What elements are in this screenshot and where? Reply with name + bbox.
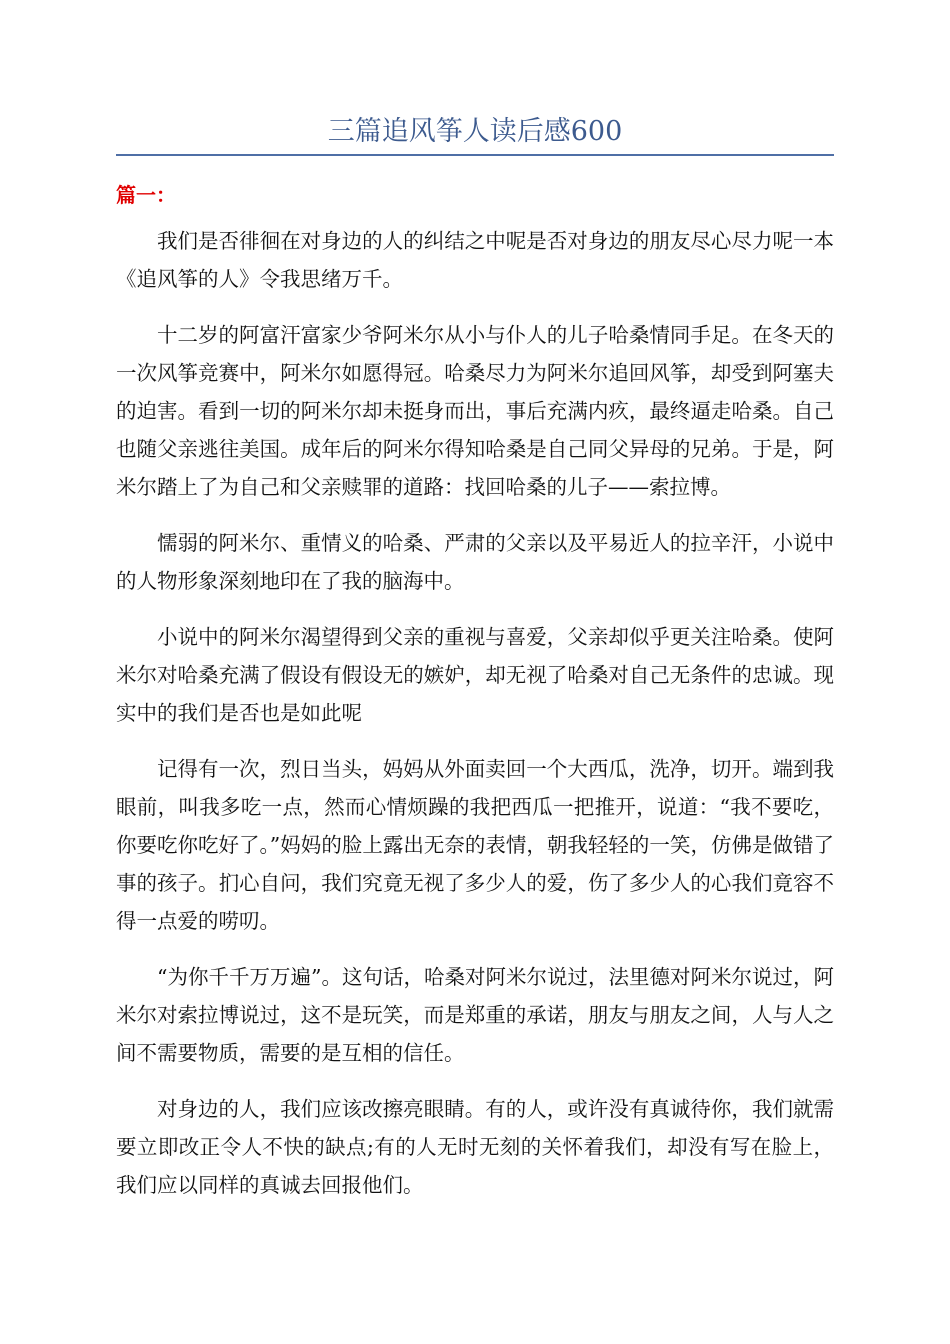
paragraph: “为你千千万万遍”。这句话，哈桑对阿米尔说过，法里德对阿米尔说过，阿米尔对索拉博说过，这不是玩笑，而是郑重的承诺，朋友与朋友之间，人与人之间不需要物质，需要的是互相的信任。 — [116, 965, 834, 1065]
paragraph: 十二岁的阿富汗富家少爷阿米尔从小与仆人的儿子哈桑情同手足。在冬天的一次风筝竞赛中，阿米尔如愿得冠。哈桑尽力为阿米尔追回风筝，却受到阿塞夫的迫害。看到一切的阿米尔却未挺身而出，事后充满内疚，最终逼走哈桑。自己也随父亲逃往美国。成年后的阿米尔得知哈桑是自己同父异母的兄弟。于是，阿米尔踏上了为自己和父亲赎罪的道路：找回哈桑的儿子——索拉博。 — [116, 323, 834, 499]
paragraph: 我们是否徘徊在对身边的人的纠结之中呢是否对身边的朋友尽心尽力呢一本《追风筝的人》令我思绪万千。 — [116, 229, 834, 291]
paragraph: 小说中的阿米尔渴望得到父亲的重视与喜爱，父亲却似乎更关注哈桑。使阿米尔对哈桑充满了假设有假设无的嫉妒，却无视了哈桑对自己无条件的忠诚。现实中的我们是否也是如此呢 — [116, 625, 834, 725]
section-heading: 篇一： — [116, 183, 176, 207]
document-title: 三篇追风筝人读后感600 — [327, 116, 623, 147]
paragraph: 懦弱的阿米尔、重情义的哈桑、严肃的父亲以及平易近人的拉辛汗，小说中的人物形象深刻地印在了我的脑海中。 — [116, 531, 834, 593]
article-body — [116, 222, 834, 1222]
paragraph: 记得有一次，烈日当头，妈妈从外面卖回一个大西瓜，洗净，切开。端到我眼前，叫我多吃一点，然而心情烦躁的我把西瓜一把推开，说道：“我不要吃，你要吃你吃好了。”妈妈的脸上露出无奈的表情，朝我轻轻的一笑，仿佛是做错了事的孩子。扪心自问，我们究竟无视了多少人的爱，伤了多少人的心我们竟容不得一点爱的唠叨。 — [116, 757, 834, 933]
title-underline-divider — [116, 154, 834, 156]
paragraph: 对身边的人，我们应该改擦亮眼睛。有的人，或许没有真诚待你，我们就需要立即改正令人不快的缺点;有的人无时无刻的关怀着我们，却没有写在脸上，我们应以同样的真诚去回报他们。 — [116, 1097, 834, 1197]
